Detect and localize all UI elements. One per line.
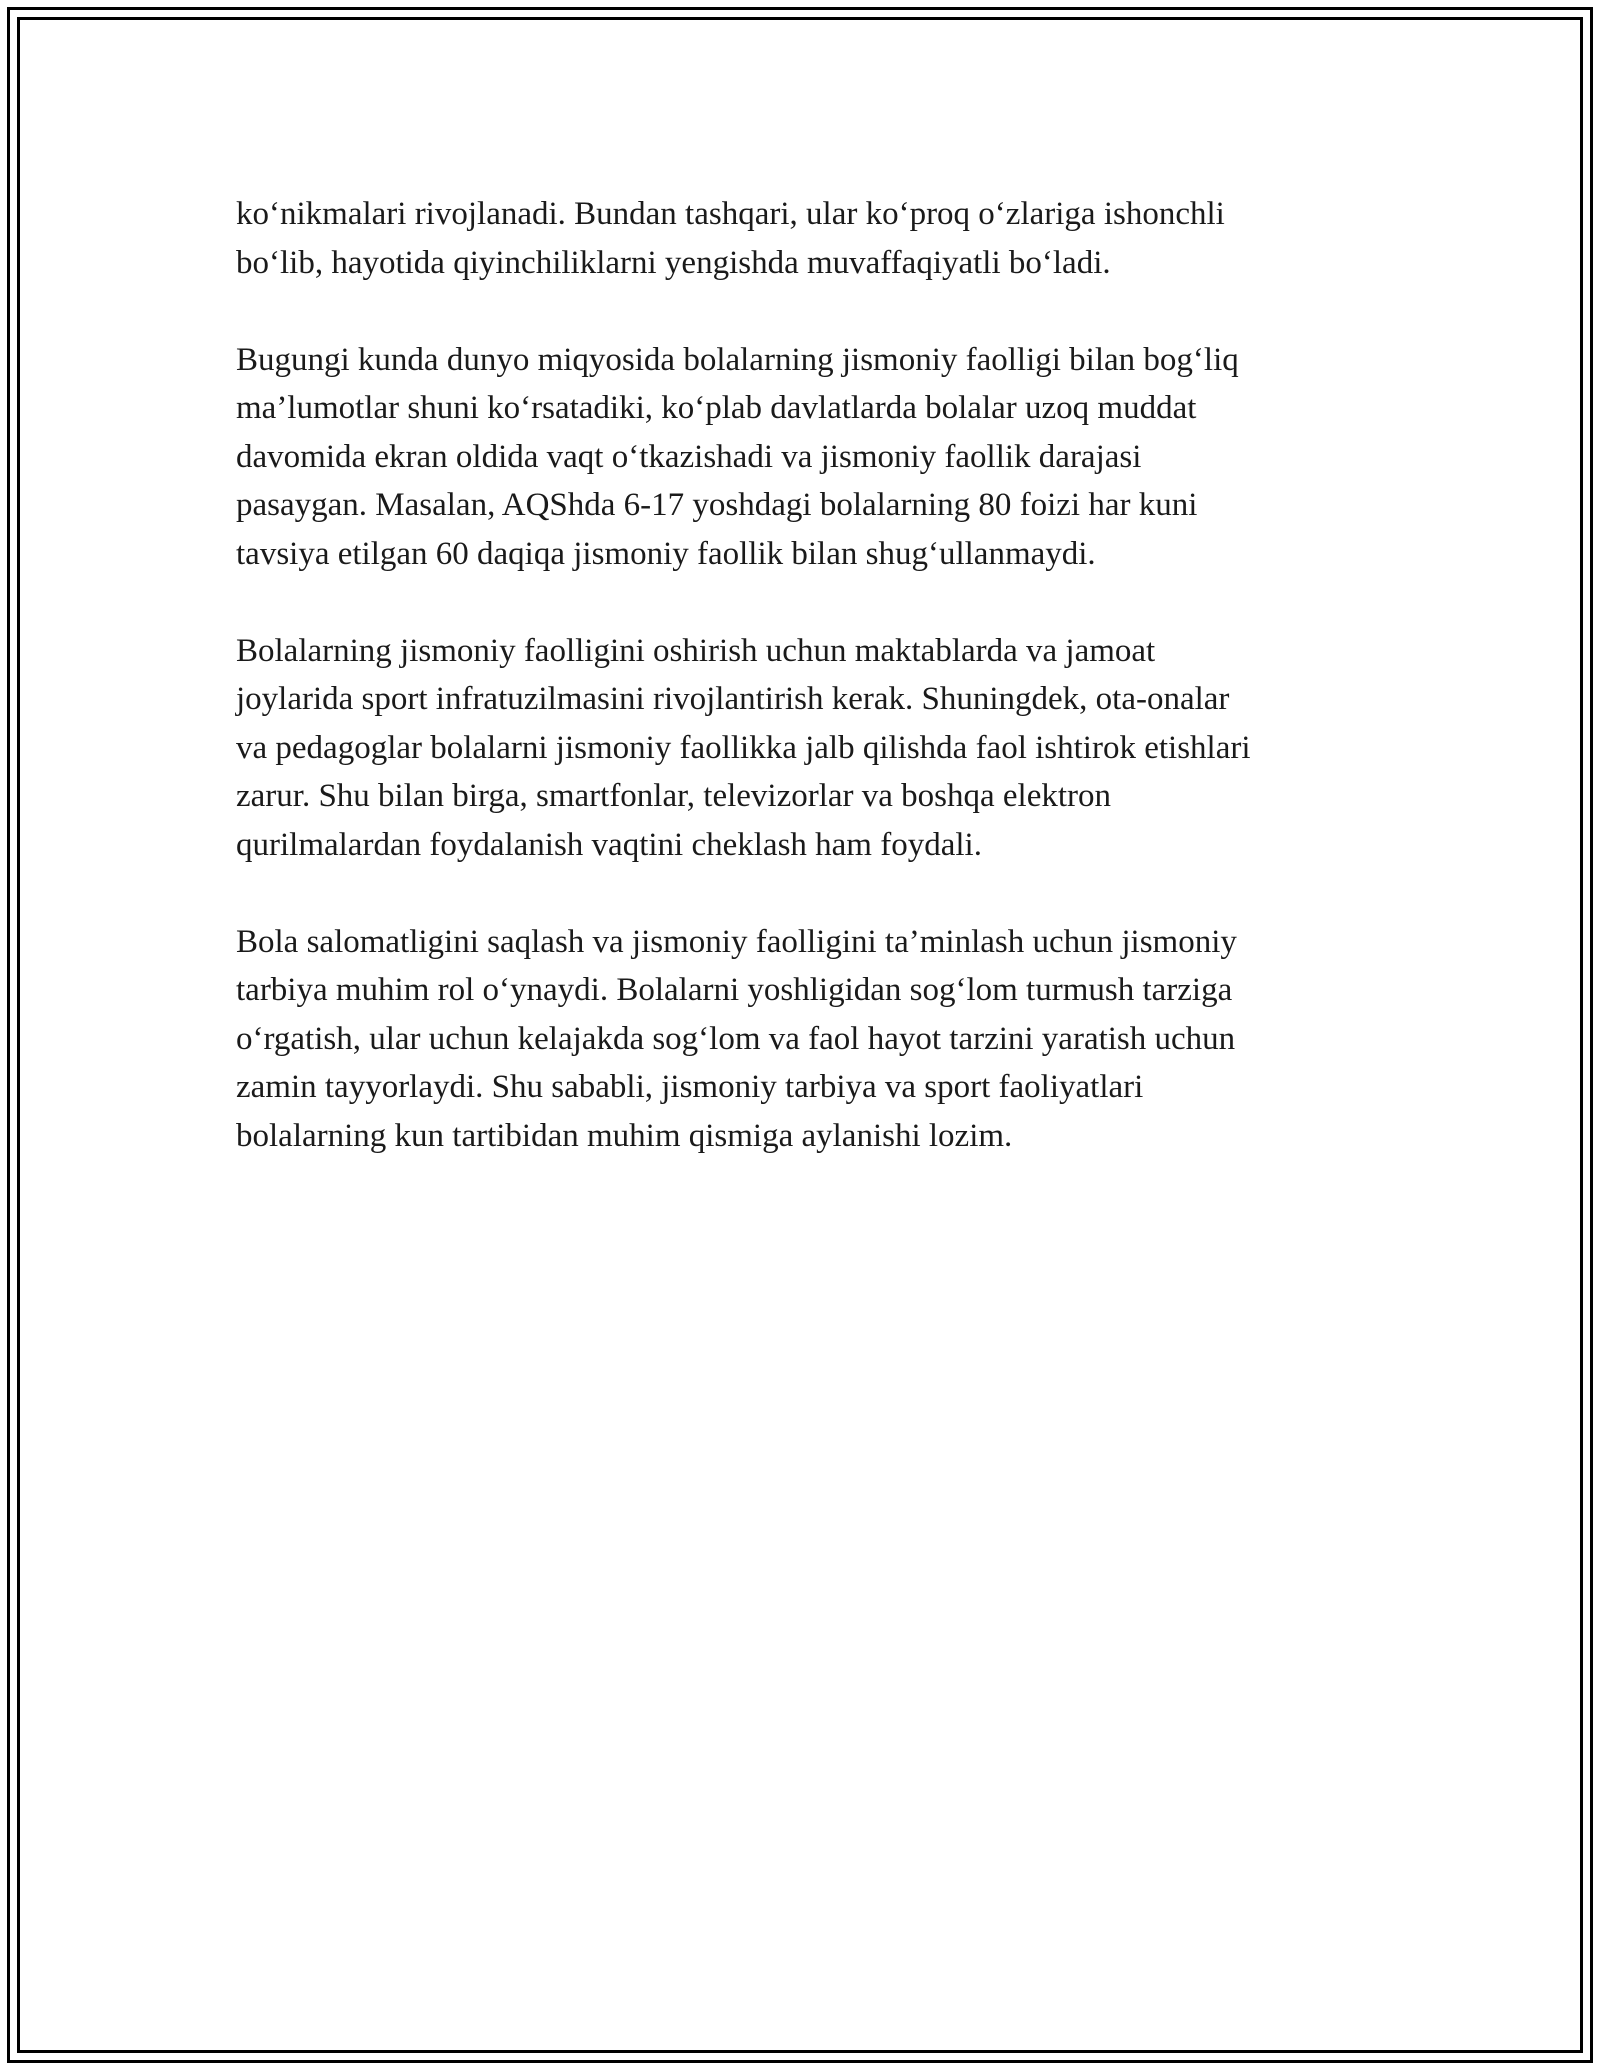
- paragraph-3: [236, 627, 1376, 870]
- text-line: tavsiya etilgan 60 daqiqa jismoniy faollik bilan shug‘ullanmaydi.: [236, 535, 1096, 572]
- text-line: Bugungi kunda dunyo miqyosida bolalarning jismoniy faolligi bilan bog‘liq: [236, 341, 1239, 378]
- text-line: tarbiya muhim rol o‘ynaydi. Bolalarni yoshligidan sog‘lom turmush tarziga: [236, 972, 1233, 1008]
- text-line: pasaygan. Masalan, AQShda 6-17 yoshdagi bolalarning 80 foizi har kuni: [236, 487, 1198, 523]
- paragraph-2: [236, 336, 1376, 579]
- text-line: o‘rgatish, ular uchun kelajakda sog‘lom va faol hayot tarzini yaratish uchun: [236, 1020, 1236, 1057]
- document-body: [236, 190, 1376, 1209]
- text-line: Bola salomatligini saqlash va jismoniy faolligini ta’minlash uchun jismoniy: [236, 923, 1237, 960]
- text-line: va pedagoglar bolalarni jismoniy faollikka jalb qilishda faol ishtirok etishlari: [236, 729, 1251, 766]
- text-line: bo‘lib, hayotida qiyinchiliklarni yengishda muvaffaqiyatli bo‘ladi.: [236, 244, 1111, 281]
- text-line: davomida ekran oldida vaqt o‘tkazishadi va jismoniy faollik darajasi: [236, 438, 1142, 475]
- text-line: zarur. Shu bilan birga, smartfonlar, televizorlar va boshqa elektron: [236, 778, 1112, 814]
- text-line: ma’lumotlar shuni ko‘rsatadiki, ko‘plab davlatlarda bolalar uzoq muddat: [236, 390, 1197, 426]
- paragraph-1: [236, 190, 1376, 287]
- text-line: joylarida sport infratuzilmasini rivojlantirish kerak. Shuningdek, ota-onalar: [236, 681, 1230, 717]
- text-line: qurilmalardan foydalanish vaqtini cheklash ham foydali.: [236, 826, 982, 863]
- text-line: ko‘nikmalari rivojlanadi. Bundan tashqari, ular ko‘proq o‘zlariga ishonchli: [236, 196, 1225, 232]
- text-line: zamin tayyorlaydi. Shu sababli, jismoniy tarbiya va sport faoliyatlari: [236, 1069, 1144, 1105]
- text-line: Bolalarning jismoniy faolligini oshirish uchun maktablarda va jamoat: [236, 632, 1156, 669]
- paragraph-4: [236, 918, 1376, 1161]
- text-line: bolalarning kun tartibidan muhim qismiga aylanishi lozim.: [236, 1117, 1013, 1154]
